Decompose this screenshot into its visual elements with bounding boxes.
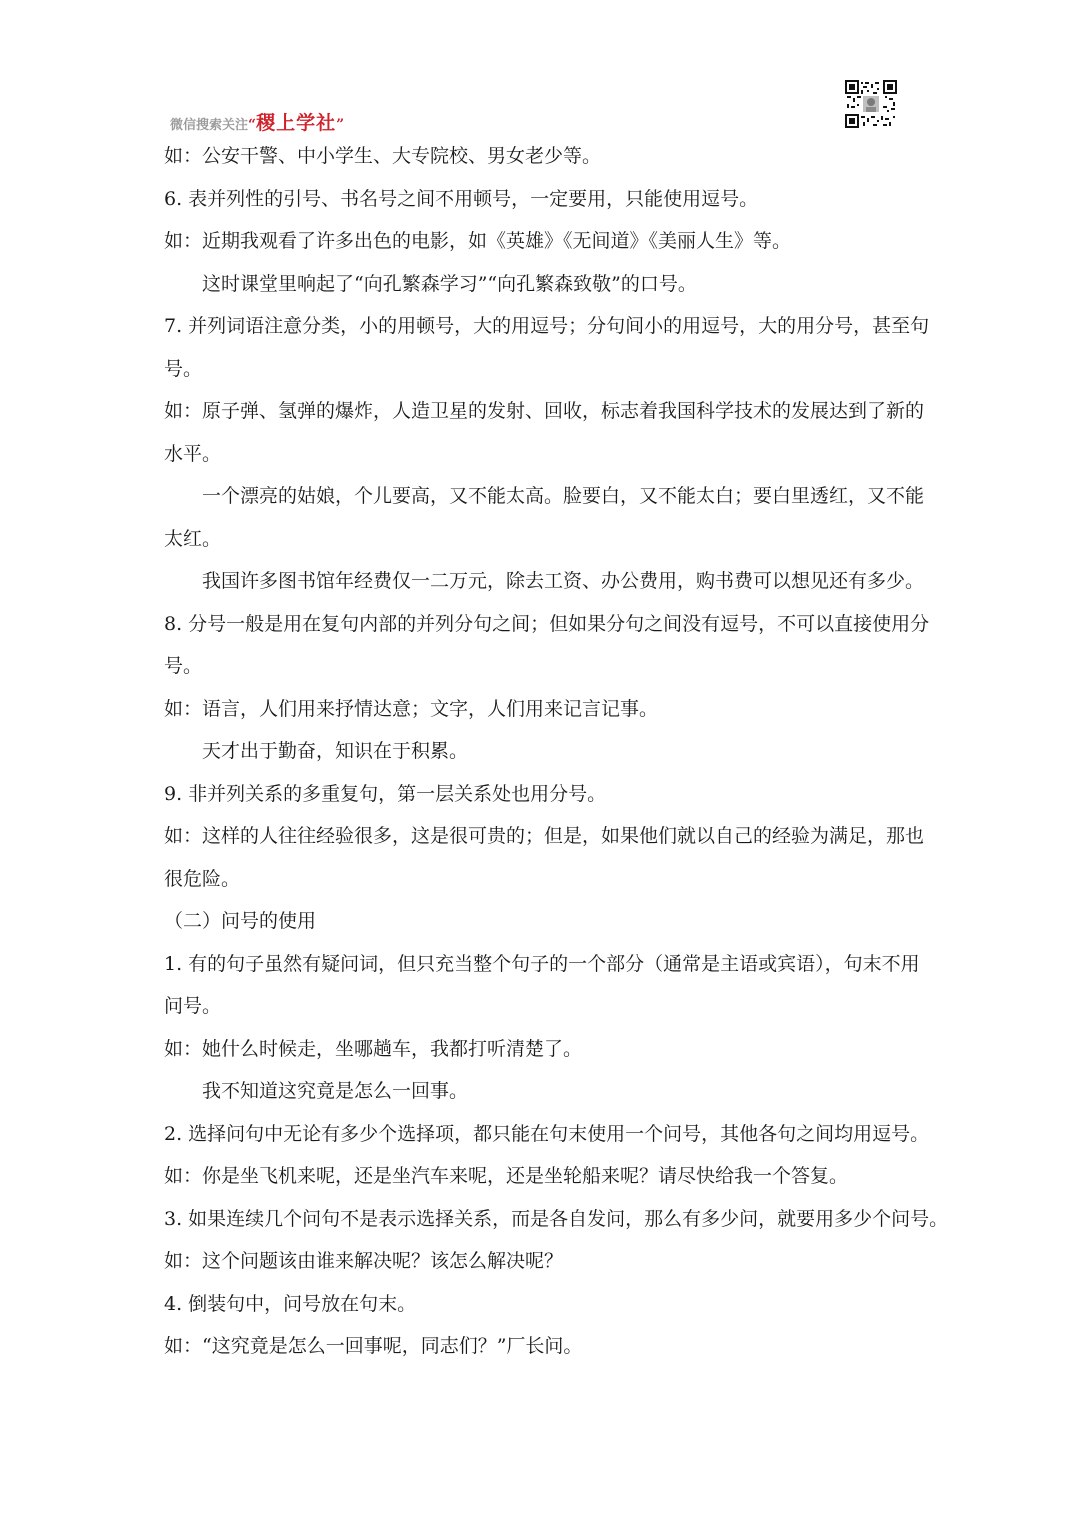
text-line: 9. 非并列关系的多重复句，第一层关系处也用分号。 (164, 782, 607, 805)
text-line: 如：这样的人往往经验很多，这是很可贵的；但是，如果他们就以自己的经验为满足，那也 (164, 825, 925, 847)
text-line: 我国许多图书馆年经费仅一二万元，除去工资、办公费用，购书费可以想见还有多少。 (202, 570, 925, 592)
text-line: 如：原子弹、氢弹的爆炸，人造卫星的发射、回收，标志着我国科学技术的发展达到了新的 (164, 400, 925, 422)
text-line: 如：她什么时候走，坐哪趟车，我都打听清楚了。 (164, 1037, 583, 1060)
qr-code-icon (845, 80, 897, 128)
watermark-brand: 稷上学社 (256, 112, 337, 134)
text-line: 7. 并列词语注意分类，小的用顿号，大的用逗号；分句间小的用逗号，大的用分号，甚至句 (164, 315, 930, 337)
text-line: 这时课堂里响起了“向孔繁森学习”“向孔繁森致敬”的口号。 (202, 272, 697, 295)
text-line: 如：“这究竟是怎么一回事呢，同志们？”厂长问。 (164, 1335, 583, 1357)
text-line: 如：公安干警、中小学生、大专院校、男女老少等。 (164, 145, 602, 167)
watermark-prefix: 微信搜索关注 (170, 118, 249, 133)
text-line: 1. 有的句子虽然有疑问词，但只充当整个句子的一个部分（通常是主语或宾语），句末不用 (164, 952, 920, 975)
text-line: 如：近期我观看了许多出色的电影，如《英雄》《无间道》《美丽人生》等。 (164, 230, 792, 252)
text-line: 号。 (164, 357, 203, 380)
text-line: （二）问号的使用 (164, 910, 317, 932)
text-line: 8. 分号一般是用在复句内部的并列分句之间；但如果分句之间没有逗号，不可以直接使用分 (164, 612, 930, 635)
text-line: 一个漂亮的姑娘，个儿要高，又不能太高。脸要白，又不能太白；要白里透红，又不能 (202, 485, 925, 507)
text-line: 水平。 (164, 442, 222, 465)
watermark-quote-open: “ (248, 117, 257, 133)
text-line: 如：语言，人们用来抒情达意；文字，人们用来记言记事。 (164, 697, 659, 720)
text-line: 问号。 (164, 995, 222, 1017)
text-line: 如：这个问题该由谁来解决呢？该怎么解决呢？ (164, 1250, 564, 1272)
text-line: 号。 (164, 655, 203, 677)
text-line: 很危险。 (164, 867, 241, 890)
watermark-quote-close: ” (336, 117, 345, 133)
text-line: 太红。 (164, 527, 222, 550)
text-line: 3. 如果连续几个问句不是表示选择关系，而是各自发问，那么有多少问，就要用多少个问号。 (164, 1207, 949, 1230)
text-line: 6. 表并列性的引号、书名号之间不用顿号，一定要用，只能使用逗号。 (164, 187, 759, 210)
watermark (170, 108, 344, 135)
text-line: 4. 倒装句中，问号放在句末。 (164, 1292, 417, 1315)
document-body (164, 135, 949, 1368)
text-line: 2. 选择问句中无论有多少个选择项，都只能在句末使用一个问号，其他各句之间均用逗号。 (164, 1122, 930, 1145)
text-line: 天才出于勤奋，知识在于积累。 (202, 740, 469, 762)
text-line: 如：你是坐飞机来呢，还是坐汽车来呢，还是坐轮船来呢？请尽快给我一个答复。 (164, 1165, 849, 1187)
text-line: 我不知道这究竟是怎么一回事。 (202, 1080, 469, 1102)
